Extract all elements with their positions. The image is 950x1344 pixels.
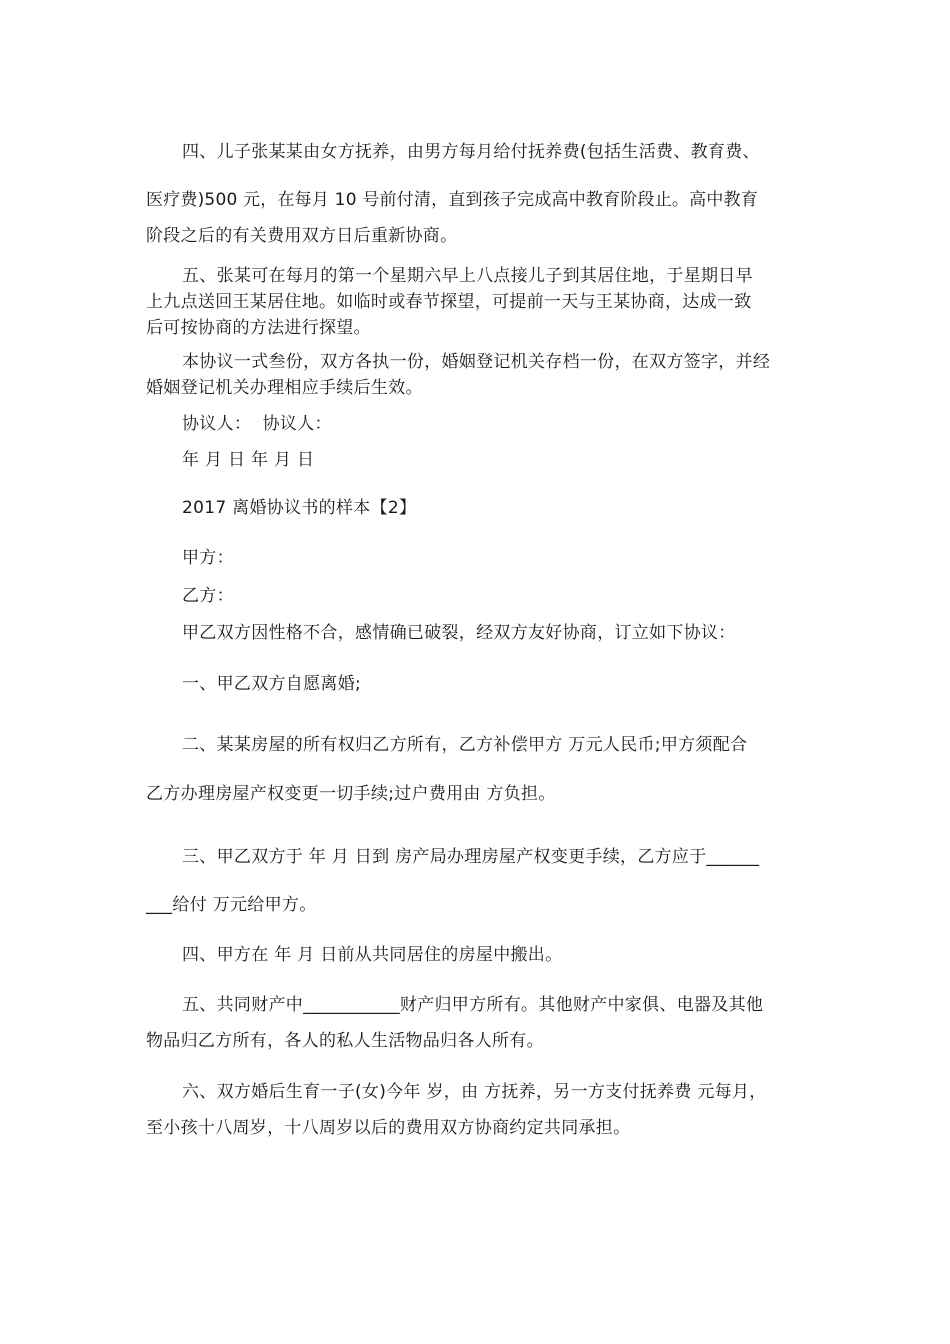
sample-two-title: 2017 离婚协议书的样本【2】: [182, 498, 417, 518]
agreement-intro: 甲乙双方因性格不合，感情确已破裂，经双方友好协商，订立如下协议：: [182, 623, 736, 643]
item-six-line-1: 六、双方婚后生育一子(女)今年 岁，由 方抚养，另一方支付抚养费 元每月，: [182, 1082, 767, 1102]
party-a-label: 甲方：: [182, 548, 234, 568]
item-five-line-1: 五、共同财产中___________财产归甲方所有。其他财产中家俱、电器及其他: [182, 995, 764, 1015]
clause-five-line-1: 五、张某可在每月的第一个星期六早上八点接儿子到其居住地，于星期日早: [182, 266, 753, 286]
clause-four-line-2: 医疗费)500 元，在每月 10 号前付清，直到孩子完成高中教育阶段止。高中教育: [146, 190, 758, 210]
item-six-line-2: 至小孩十八周岁，十八周岁以后的费用双方协商约定共同承担。: [146, 1118, 631, 1138]
signers-line: 协议人： 协议人：: [182, 414, 332, 434]
item-one: 一、甲乙双方自愿离婚;: [182, 674, 362, 694]
clause-five-line-2: 上九点送回王某居住地。如临时或春节探望，可提前一天与王某协商，达成一致: [146, 292, 752, 312]
dates-line: 年 月 日 年 月 日: [182, 450, 315, 470]
item-two-line-1: 二、某某房屋的所有权归乙方所有，乙方补偿甲方 万元人民币;甲方须配合: [182, 735, 748, 755]
clause-four-line-1: 四、儿子张某某由女方抚养，由男方每月给付抚养费(包括生活费、教育费、: [182, 142, 760, 162]
copies-clause-line-2: 婚姻登记机关办理相应手续后生效。: [146, 378, 423, 398]
item-three-line-1: 三、甲乙双方于 年 月 日到 房产局办理房屋产权变更手续，乙方应于______: [182, 847, 760, 867]
party-b-label: 乙方：: [182, 586, 234, 606]
item-three-line-2: ___给付 万元给甲方。: [146, 895, 317, 915]
clause-four-line-3: 阶段之后的有关费用双方日后重新协商。: [146, 226, 458, 246]
copies-clause-line-1: 本协议一式叁份，双方各执一份，婚姻登记机关存档一份，在双方签字，并经: [182, 352, 771, 372]
item-four: 四、甲方在 年 月 日前从共同居住的房屋中搬出。: [182, 945, 563, 965]
item-two-line-2: 乙方办理房屋产权变更一切手续;过户费用由 方负担。: [146, 784, 556, 804]
clause-five-line-3: 后可按协商的方法进行探望。: [146, 318, 371, 338]
item-five-line-2: 物品归乙方所有，各人的私人生活物品归各人所有。: [146, 1031, 544, 1051]
